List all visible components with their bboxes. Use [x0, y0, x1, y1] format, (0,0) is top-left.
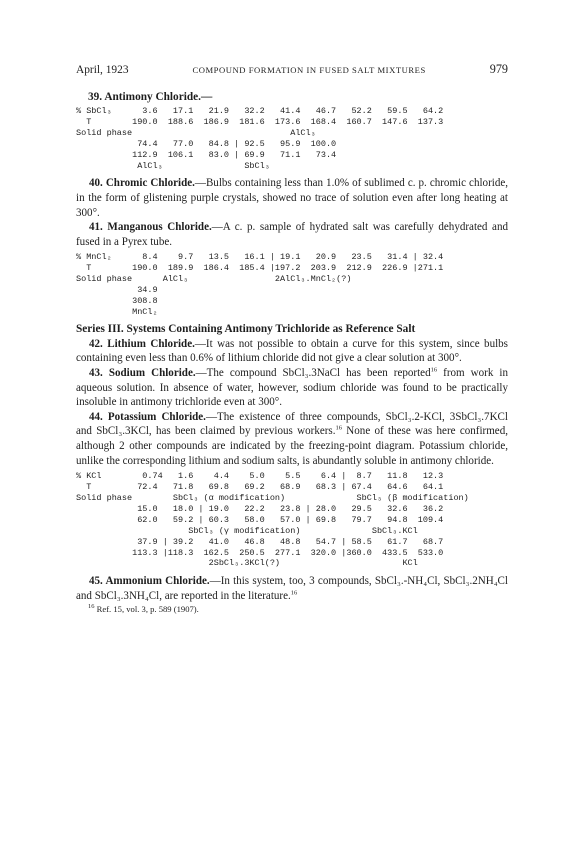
section-44-paragraph	[76, 410, 508, 468]
section-43-text-b: from work in aqueous solution. In absence of water, however, sodium chloride was found to be practically insoluble in antimony trichloride even at 300°.	[76, 367, 508, 409]
footnote-mark: 16	[88, 602, 95, 610]
header-title: COMPOUND FORMATION IN FUSED SALT MIXTURES	[192, 65, 426, 75]
section-41-title: 41. Manganous Chloride.	[89, 221, 212, 234]
footnote-text: Ref. 15, vol. 3, p. 589 (1907).	[94, 603, 199, 614]
section-45-text: —In this system, too, 3 compounds, SbCl₃.-NH₄Cl, SbCl₃.2NH₄Cl and SbCl₃.3NH₄Cl, are reported in the literature.	[76, 575, 508, 602]
section-44-text-a: —The existence of three compounds, SbCl₃.2-KCl, 3SbCl₃.7KCl and SbCl₃.3KCl, has been claimed by previous workers.	[76, 410, 508, 438]
section-45-title: 45. Ammonium Chloride.	[89, 575, 210, 588]
section-42-paragraph	[76, 337, 508, 366]
section-44-text-b: None of these was here confirmed, although 2 other compounds are indicated by the freezing-point diagram. Potassium chloride, unlike the corresponding lithium and sodium salts, is abundantly soluble in antimony chloride.	[76, 425, 508, 467]
running-header	[76, 62, 508, 77]
header-date: April, 1923	[76, 64, 129, 76]
footnote	[88, 604, 508, 615]
footnote-ref-16: 16	[290, 589, 298, 597]
section-40-text: —Bulbs containing less than 1.0% of sublimed c. p. chromic chloride, in the form of glistening purple crystals, showed no trace of solution even after long heating at 300°.	[76, 177, 509, 219]
section-43-text-a: —The compound SbCl₃.3NaCl has been reported	[195, 367, 431, 380]
section-42-text: —It was not possible to obtain a curve for this system, since bulbs containing even less than 0.6% of lithium chloride did not give a clear solution at 300°.	[76, 337, 508, 365]
page	[76, 62, 508, 615]
section-43-paragraph	[76, 366, 508, 410]
section-44-title: 44. Potassium Chloride.	[89, 410, 206, 423]
footnote-ref-16: 16	[335, 424, 342, 432]
section-43-title: 43. Sodium Chloride.	[89, 367, 196, 380]
section-40-title: 40. Chromic Chloride.	[89, 177, 195, 190]
section-39-heading: 39. Antimony Chloride.—	[88, 91, 213, 103]
section-41-text: —A c. p. sample of hydrated salt was carefully dehydrated and fused in a Pyrex tube.	[76, 221, 509, 248]
potassium-chloride-table: % KCl 0.74 1.6 4.4 5.0 5.5 6.4 | 8.7 11.8 12.3 T 72.4 71.8 69.8 69.2 68.9 68.3 | 67.4 64.6 64.1 Solid phase SbCl₃ (α modification) SbCl₃ (β modification) 15.0 18.0 | 19.0 22.2 23.8 | 28.0 29.5 32.6 36.2 62.0 59.2 | 60.3 58.0 57.0 | 69.8 79.7 94.8 109.4 SbCl₃ (γ modification) SbCl₃.KCl 37.9 | 39.2 41.0 46.8 48.8 54.7 | 58.5 61.7 68.7 113.3 |118.3 162.5 250.5 277.1 320.0 |360.0 433.5 533.0 2SbCl₃.3KCl(?) KCl	[76, 471, 469, 569]
manganous-chloride-table: % MnCl₂ 8.4 9.7 13.5 16.1 | 19.1 20.9 23.5 31.4 | 32.4 T 190.0 189.9 186.4 185.4 |197.2 203.9 212.9 226.9 |271.1 Solid phase AlCl₃ 2AlCl₃.MnCl₂(?) 34.9 308.8 MnCl₂	[76, 252, 444, 317]
page-number: 979	[489, 62, 508, 76]
section-42-title: 42. Lithium Chloride.	[89, 337, 195, 350]
footnote-ref-16: 16	[430, 366, 438, 374]
section-40-paragraph	[76, 176, 508, 220]
antimony-chloride-table: % SbCl₃ 3.6 17.1 21.9 32.2 41.4 46.7 52.2 59.5 64.2 T 190.0 188.6 186.9 181.6 173.6 168.4 160.7 147.6 137.3 Solid phase AlCl₃ 74.4 77.0 84.8 | 92.5 95.9 100.0 112.9 106.1 83.0 | 69.9 71.1 73.4 AlCl₃ SbCl₃	[76, 106, 444, 171]
section-41-paragraph	[76, 220, 508, 249]
series-3-heading: Series III. Systems Containing Antimony Trichloride as Reference Salt	[76, 322, 416, 335]
section-45-paragraph	[76, 574, 508, 603]
